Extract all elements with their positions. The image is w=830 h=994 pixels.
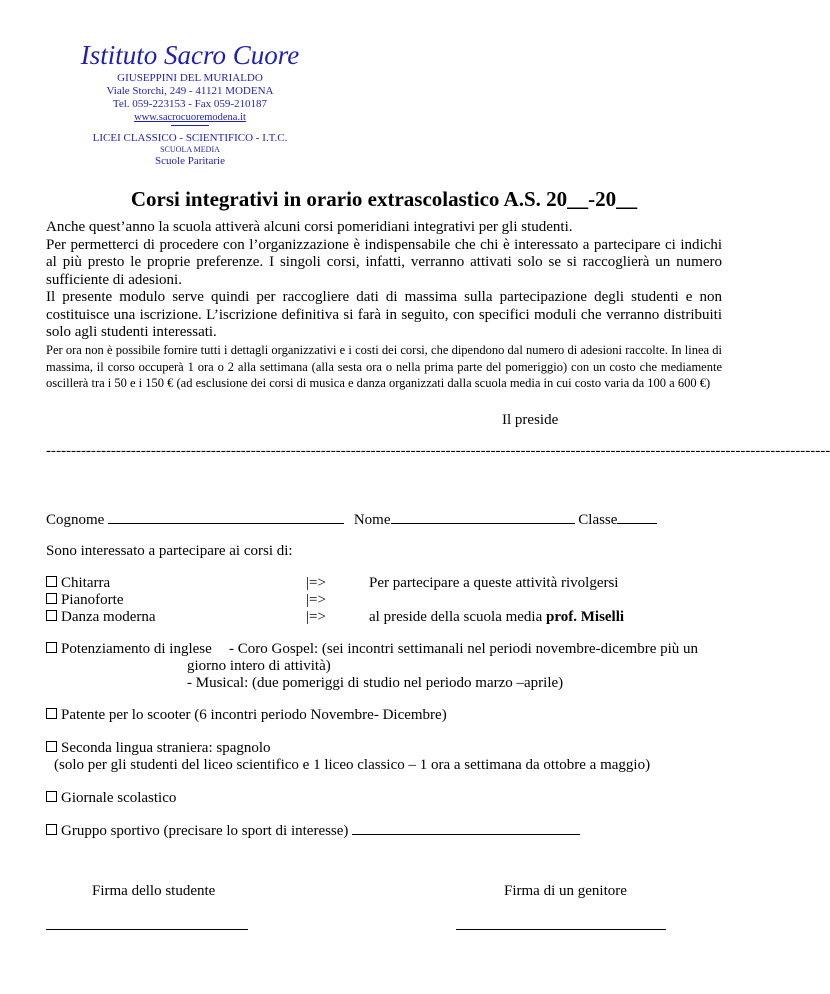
- checkbox-inglese[interactable]: [46, 642, 57, 653]
- interest-label: Sono interessato a partecipare ai corsi di:: [46, 543, 293, 559]
- second-language-label: Seconda lingua straniera: spagnolo: [61, 740, 271, 756]
- student-signature-line[interactable]: [46, 928, 248, 930]
- paritarie-line: Scuole Paritarie: [155, 155, 225, 167]
- music-note-line-2: [369, 608, 624, 626]
- parent-signature-label: Firma di un genitore: [504, 883, 627, 899]
- intro-paragraph: Per permetterci di procedere con l’organizzazione è indispensabile che chi è interessato a partecipare ci indichi al più presto le proprie preferenze. I singoli corsi, infatti, verranno attivati solo se si raccoglierà un numero sufficiente di adesioni.: [46, 236, 722, 288]
- website-link[interactable]: www.sacrocuoremodena.it: [134, 112, 246, 123]
- scooter-item: [46, 706, 447, 724]
- address-line: Viale Storchi, 249 - 41121 MODENA: [106, 85, 274, 97]
- arrow-marker: |=>: [306, 592, 326, 608]
- intro-paragraph: Il presente modulo serve quindi per raccogliere dati di massima sulla partecipazione degli studenti e non costituisce una iscrizione. L’iscrizione definitiva si farà in seguito, con specifici moduli che verranno distribuiti solo agli studenti interessati.: [46, 289, 722, 340]
- course-label: Pianoforte: [61, 592, 124, 608]
- checkbox-chitarra[interactable]: [46, 576, 57, 587]
- english-item: [46, 640, 212, 658]
- checkbox-scooter[interactable]: [46, 708, 57, 719]
- parent-signature-line[interactable]: [456, 928, 666, 930]
- english-detail-3: - Musical: (due pomeriggi di studio nel periodo marzo –aprile): [187, 675, 564, 691]
- school-name: Istituto Sacro Cuore: [80, 40, 300, 70]
- english-detail-1: - Coro Gospel: (sei incontri settimanali nel periodi novembre-dicembre più un: [229, 641, 699, 657]
- newspaper-item: [46, 789, 176, 807]
- english-detail-2: giorno intero di attività): [187, 658, 331, 674]
- cognome-field[interactable]: [108, 509, 344, 524]
- music-teacher-name: prof. Miselli: [546, 609, 625, 625]
- sport-item: [46, 820, 580, 840]
- preside-signoff: Il preside: [502, 412, 559, 428]
- checkbox-sport[interactable]: [46, 824, 57, 835]
- cost-note: Per ora non è possibile fornire tutti i dettagli organizzativi e i costi dei corsi, che dipendono dal numero di adesioni raccolte. In linea di massima, il corso occuperà 1 ora o 2 alla settimana (alla sesta ora o nella prima parte del pomeriggio) con un costo che mediamente oscillerà tra i 50 e i 150 € (ad esclusione dei corsi di musica e danza organizzati dalla scuola media in cui costo varia da 100 a 600 €): [46, 343, 722, 390]
- sport-label: Gruppo sportivo (precisare lo sport di interesse): [61, 823, 349, 839]
- checkbox-danza-moderna[interactable]: [46, 610, 57, 621]
- second-language-item: [46, 739, 271, 757]
- licei-line: LICEI CLASSICO - SCIENTIFICO - I.T.C.: [92, 132, 288, 144]
- student-info-row: [46, 509, 657, 529]
- checkbox-spagnolo[interactable]: [46, 741, 57, 752]
- scooter-label: Patente per lo scooter (6 incontri periodo Novembre- Dicembre): [61, 707, 447, 723]
- classe-field[interactable]: [617, 509, 657, 524]
- sport-field[interactable]: [352, 820, 580, 835]
- founder-line: GIUSEPPINI DEL MURIALDO: [117, 72, 263, 84]
- document-title: Corsi integrativi in orario extrascolastico A.S. 20__-20__: [130, 187, 638, 211]
- school-header: [60, 40, 320, 168]
- phone-line: Tel. 059-223153 - Fax 059-210187: [112, 98, 268, 110]
- cut-line: -------------------------------------------------------------------------------------------------------------------------------------------------------------: [46, 443, 830, 459]
- header-divider: [171, 125, 209, 126]
- checkbox-giornale[interactable]: [46, 791, 57, 802]
- arrow-marker: |=>: [306, 609, 326, 625]
- nome-field[interactable]: [391, 509, 575, 524]
- student-signature-label: Firma dello studente: [92, 883, 216, 899]
- english-label: Potenziamento di inglese: [61, 641, 212, 657]
- music-note-text: al preside della scuola media: [369, 609, 543, 625]
- course-item: [46, 608, 156, 626]
- newspaper-label: Giornale scolastico: [61, 790, 177, 806]
- arrow-marker: |=>: [306, 575, 326, 591]
- second-language-note: (solo per gli studenti del liceo scientifico e 1 liceo classico – 1 ora a settimana da ottobre a maggio): [54, 757, 651, 773]
- cognome-label: Cognome: [46, 512, 105, 528]
- checkbox-pianoforte[interactable]: [46, 593, 57, 604]
- intro-text: [46, 219, 722, 342]
- scuola-media-line: SCUOLA MEDIA: [160, 145, 220, 154]
- course-label: Chitarra: [61, 575, 111, 591]
- intro-paragraph: Anche quest’anno la scuola attiverà alcuni corsi pomeridiani integrativi per gli studenti.: [46, 219, 573, 235]
- classe-label: Classe: [578, 512, 618, 528]
- music-note-line-1: Per partecipare a queste attività rivolgersi: [369, 575, 619, 591]
- nome-label: Nome: [353, 512, 391, 528]
- course-label: Danza moderna: [61, 609, 156, 625]
- course-item: [46, 591, 123, 609]
- course-item: [46, 574, 110, 592]
